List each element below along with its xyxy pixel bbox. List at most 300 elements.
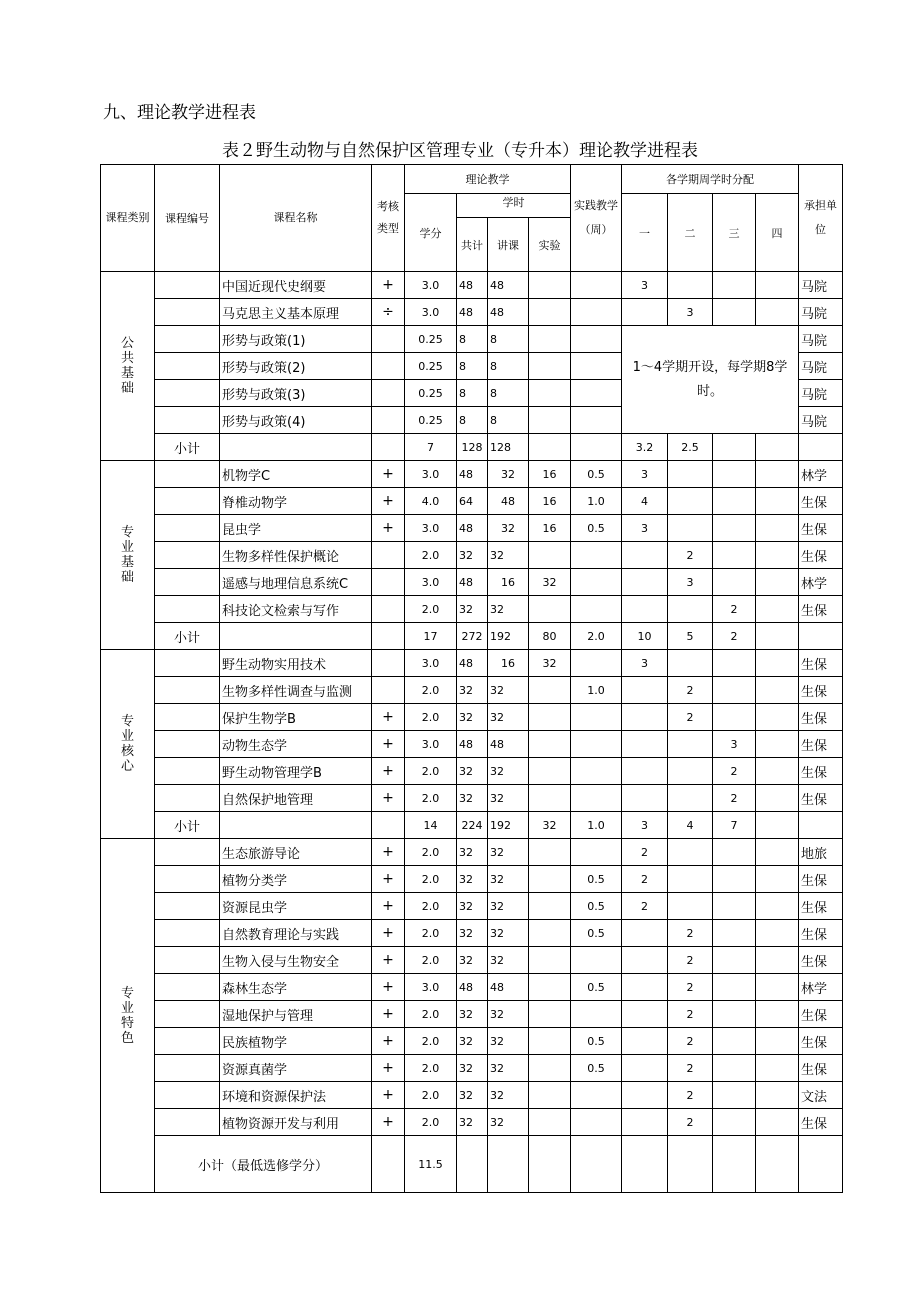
unit: 生保 bbox=[799, 893, 843, 920]
semester-s1 bbox=[622, 1055, 668, 1082]
practice-weeks bbox=[571, 650, 622, 677]
credit: 2.0 bbox=[405, 893, 457, 920]
exam-type bbox=[372, 650, 405, 677]
practice-weeks bbox=[571, 731, 622, 758]
table-row bbox=[101, 866, 843, 893]
category-cell bbox=[101, 650, 155, 839]
header-semester-dist: 各学期周学时分配 bbox=[622, 165, 799, 194]
subtotal-semester-s2 bbox=[668, 1136, 713, 1193]
course-code bbox=[155, 272, 220, 299]
unit: 生保 bbox=[799, 1055, 843, 1082]
subtotal-semester-s2: 5 bbox=[668, 623, 713, 650]
table-row bbox=[101, 569, 843, 596]
subtotal-exam bbox=[372, 812, 405, 839]
subtotal-total bbox=[457, 1136, 488, 1193]
semester-s1 bbox=[622, 542, 668, 569]
subtotal-unit bbox=[799, 1136, 843, 1193]
semester-s4 bbox=[756, 974, 799, 1001]
table-row bbox=[101, 704, 843, 731]
exam-type: ÷ bbox=[372, 299, 405, 326]
credit: 3.0 bbox=[405, 299, 457, 326]
exam-type bbox=[372, 542, 405, 569]
credit: 0.25 bbox=[405, 407, 457, 434]
table-row bbox=[101, 515, 843, 542]
semester-s3 bbox=[713, 515, 756, 542]
practice-weeks bbox=[571, 704, 622, 731]
subtotal-semester-s1: 3.2 bbox=[622, 434, 668, 461]
hours-lecture: 32 bbox=[488, 866, 529, 893]
credit: 0.25 bbox=[405, 380, 457, 407]
subtotal-credit: 7 bbox=[405, 434, 457, 461]
table-row bbox=[101, 596, 843, 623]
unit: 生保 bbox=[799, 947, 843, 974]
semester-note: 1～4学期开设，每学期8学时。 bbox=[622, 326, 799, 434]
semester-s1: 2 bbox=[622, 893, 668, 920]
hours-lab: 16 bbox=[529, 488, 571, 515]
exam-type: + bbox=[372, 272, 405, 299]
hours-lecture: 48 bbox=[488, 488, 529, 515]
unit: 林学 bbox=[799, 461, 843, 488]
semester-s1: 3 bbox=[622, 515, 668, 542]
credit: 3.0 bbox=[405, 461, 457, 488]
course-name: 动物生态学 bbox=[220, 731, 372, 758]
subtotal-name-blank bbox=[220, 434, 372, 461]
semester-s1 bbox=[622, 569, 668, 596]
hours-lecture: 48 bbox=[488, 272, 529, 299]
unit: 生保 bbox=[799, 1001, 843, 1028]
subtotal-row bbox=[101, 1136, 843, 1193]
hours-total: 32 bbox=[457, 1082, 488, 1109]
hours-lab bbox=[529, 1055, 571, 1082]
hours-total: 48 bbox=[457, 299, 488, 326]
practice-weeks bbox=[571, 272, 622, 299]
practice-weeks bbox=[571, 1001, 622, 1028]
subtotal-label: 小计 bbox=[155, 623, 220, 650]
course-name: 保护生物学B bbox=[220, 704, 372, 731]
course-code bbox=[155, 569, 220, 596]
category-label: 公共基础 bbox=[120, 336, 134, 396]
subtotal-name-blank bbox=[220, 623, 372, 650]
section-heading: 九、理论教学进程表 bbox=[103, 103, 256, 123]
hours-lecture: 32 bbox=[488, 785, 529, 812]
semester-s3 bbox=[713, 299, 756, 326]
credit: 2.0 bbox=[405, 1001, 457, 1028]
table-row bbox=[101, 974, 843, 1001]
hours-total: 48 bbox=[457, 650, 488, 677]
header-credit: 学分 bbox=[405, 194, 457, 272]
hours-lecture: 32 bbox=[488, 1028, 529, 1055]
credit: 2.0 bbox=[405, 839, 457, 866]
exam-type: + bbox=[372, 785, 405, 812]
unit: 地旅 bbox=[799, 839, 843, 866]
hours-lecture: 32 bbox=[488, 1055, 529, 1082]
semester-s3 bbox=[713, 866, 756, 893]
unit: 生保 bbox=[799, 758, 843, 785]
subtotal-unit bbox=[799, 812, 843, 839]
practice-weeks: 0.5 bbox=[571, 1055, 622, 1082]
semester-s2: 2 bbox=[668, 1055, 713, 1082]
header-sem-3: 三 bbox=[713, 194, 756, 272]
subtotal-lab bbox=[529, 434, 571, 461]
exam-type bbox=[372, 407, 405, 434]
table-row bbox=[101, 785, 843, 812]
practice-weeks bbox=[571, 326, 622, 353]
course-code bbox=[155, 515, 220, 542]
semester-s2 bbox=[668, 758, 713, 785]
exam-type: + bbox=[372, 1055, 405, 1082]
subtotal-exam bbox=[372, 434, 405, 461]
subtotal-credit: 11.5 bbox=[405, 1136, 457, 1193]
semester-s3 bbox=[713, 704, 756, 731]
hours-lecture: 32 bbox=[488, 893, 529, 920]
semester-s1 bbox=[622, 704, 668, 731]
semester-s3 bbox=[713, 569, 756, 596]
course-name: 形势与政策(3) bbox=[220, 380, 372, 407]
course-code bbox=[155, 326, 220, 353]
credit: 2.0 bbox=[405, 920, 457, 947]
practice-weeks bbox=[571, 299, 622, 326]
hours-lecture: 32 bbox=[488, 839, 529, 866]
table-row bbox=[101, 1001, 843, 1028]
credit: 3.0 bbox=[405, 272, 457, 299]
credit: 0.25 bbox=[405, 326, 457, 353]
unit: 生保 bbox=[799, 488, 843, 515]
category-label: 专业核心 bbox=[120, 714, 134, 774]
hours-lab bbox=[529, 866, 571, 893]
semester-s3: 2 bbox=[713, 785, 756, 812]
exam-type bbox=[372, 569, 405, 596]
course-code bbox=[155, 353, 220, 380]
unit: 马院 bbox=[799, 272, 843, 299]
subtotal-lecture: 192 bbox=[488, 812, 529, 839]
credit: 2.0 bbox=[405, 704, 457, 731]
semester-s1 bbox=[622, 1028, 668, 1055]
semester-s1 bbox=[622, 758, 668, 785]
semester-s2 bbox=[668, 596, 713, 623]
hours-total: 32 bbox=[457, 839, 488, 866]
unit: 生保 bbox=[799, 866, 843, 893]
hours-lecture: 48 bbox=[488, 731, 529, 758]
practice-weeks bbox=[571, 947, 622, 974]
subtotal-semester-s4 bbox=[756, 1136, 799, 1193]
semester-s1: 3 bbox=[622, 272, 668, 299]
semester-s4 bbox=[756, 758, 799, 785]
practice-weeks: 0.5 bbox=[571, 866, 622, 893]
subtotal-total: 128 bbox=[457, 434, 488, 461]
exam-type: + bbox=[372, 488, 405, 515]
course-code bbox=[155, 785, 220, 812]
practice-weeks bbox=[571, 758, 622, 785]
credit: 2.0 bbox=[405, 596, 457, 623]
subtotal-practice bbox=[571, 434, 622, 461]
course-name: 生物入侵与生物安全 bbox=[220, 947, 372, 974]
credit: 2.0 bbox=[405, 947, 457, 974]
course-code bbox=[155, 596, 220, 623]
hours-total: 32 bbox=[457, 542, 488, 569]
header-hours: 学时 bbox=[457, 194, 571, 218]
semester-s4 bbox=[756, 650, 799, 677]
hours-lecture: 16 bbox=[488, 650, 529, 677]
table-row bbox=[101, 758, 843, 785]
subtotal-semester-s1: 10 bbox=[622, 623, 668, 650]
semester-s1 bbox=[622, 677, 668, 704]
hours-total: 48 bbox=[457, 731, 488, 758]
course-code bbox=[155, 866, 220, 893]
course-code bbox=[155, 920, 220, 947]
practice-weeks: 0.5 bbox=[571, 920, 622, 947]
semester-s2: 3 bbox=[668, 569, 713, 596]
subtotal-unit bbox=[799, 434, 843, 461]
hours-lab bbox=[529, 326, 571, 353]
table-row bbox=[101, 839, 843, 866]
course-code bbox=[155, 1109, 220, 1136]
semester-s1 bbox=[622, 785, 668, 812]
exam-type: + bbox=[372, 839, 405, 866]
semester-s4 bbox=[756, 1055, 799, 1082]
semester-s3 bbox=[713, 461, 756, 488]
course-code bbox=[155, 407, 220, 434]
practice-weeks bbox=[571, 569, 622, 596]
hours-total: 8 bbox=[457, 326, 488, 353]
semester-s1: 3 bbox=[622, 461, 668, 488]
hours-total: 32 bbox=[457, 704, 488, 731]
semester-s3 bbox=[713, 488, 756, 515]
exam-type: + bbox=[372, 920, 405, 947]
practice-weeks bbox=[571, 785, 622, 812]
subtotal-credit: 17 bbox=[405, 623, 457, 650]
hours-lecture: 48 bbox=[488, 974, 529, 1001]
hours-lab bbox=[529, 596, 571, 623]
credit: 2.0 bbox=[405, 1055, 457, 1082]
semester-s2 bbox=[668, 893, 713, 920]
subtotal-semester-s2: 4 bbox=[668, 812, 713, 839]
header-practice: 实践教学（周） bbox=[571, 165, 622, 272]
course-name: 野生动物实用技术 bbox=[220, 650, 372, 677]
semester-s3: 3 bbox=[713, 731, 756, 758]
course-name: 植物资源开发与利用 bbox=[220, 1109, 372, 1136]
table-row bbox=[101, 1055, 843, 1082]
table-row bbox=[101, 650, 843, 677]
category-cell bbox=[101, 839, 155, 1193]
exam-type: + bbox=[372, 731, 405, 758]
credit: 2.0 bbox=[405, 866, 457, 893]
subtotal-practice bbox=[571, 1136, 622, 1193]
semester-s3 bbox=[713, 1001, 756, 1028]
table-row bbox=[101, 488, 843, 515]
hours-total: 48 bbox=[457, 515, 488, 542]
course-name: 形势与政策(4) bbox=[220, 407, 372, 434]
header-sem-1: 一 bbox=[622, 194, 668, 272]
hours-lecture: 32 bbox=[488, 596, 529, 623]
course-code bbox=[155, 650, 220, 677]
semester-s4 bbox=[756, 677, 799, 704]
course-name: 科技论文检索与写作 bbox=[220, 596, 372, 623]
semester-s3 bbox=[713, 947, 756, 974]
semester-s3 bbox=[713, 920, 756, 947]
exam-type bbox=[372, 353, 405, 380]
table-row bbox=[101, 326, 843, 353]
unit: 生保 bbox=[799, 920, 843, 947]
hours-lab bbox=[529, 974, 571, 1001]
credit: 4.0 bbox=[405, 488, 457, 515]
hours-total: 32 bbox=[457, 866, 488, 893]
hours-lecture: 32 bbox=[488, 704, 529, 731]
course-code bbox=[155, 380, 220, 407]
hours-lab bbox=[529, 380, 571, 407]
semester-s2: 2 bbox=[668, 542, 713, 569]
practice-weeks bbox=[571, 353, 622, 380]
header-theory: 理论教学 bbox=[405, 165, 571, 194]
hours-lecture: 32 bbox=[488, 1109, 529, 1136]
table-title: 表２野生动物与自然保护区管理专业（专升本）理论教学进程表 bbox=[222, 141, 698, 161]
semester-s3 bbox=[713, 1055, 756, 1082]
unit: 生保 bbox=[799, 704, 843, 731]
semester-s4 bbox=[756, 920, 799, 947]
hours-lab bbox=[529, 1082, 571, 1109]
course-code bbox=[155, 677, 220, 704]
course-name: 生物多样性保护概论 bbox=[220, 542, 372, 569]
semester-s3: 2 bbox=[713, 596, 756, 623]
unit: 马院 bbox=[799, 353, 843, 380]
semester-s4 bbox=[756, 596, 799, 623]
subtotal-row bbox=[101, 812, 843, 839]
unit: 生保 bbox=[799, 650, 843, 677]
semester-s1 bbox=[622, 947, 668, 974]
practice-weeks bbox=[571, 596, 622, 623]
unit: 生保 bbox=[799, 515, 843, 542]
hours-lecture: 8 bbox=[488, 353, 529, 380]
subtotal-semester-s4 bbox=[756, 434, 799, 461]
hours-lab bbox=[529, 1028, 571, 1055]
credit: 0.25 bbox=[405, 353, 457, 380]
hours-lecture: 8 bbox=[488, 380, 529, 407]
semester-s3 bbox=[713, 272, 756, 299]
hours-total: 32 bbox=[457, 920, 488, 947]
table-row bbox=[101, 677, 843, 704]
course-name: 形势与政策(1) bbox=[220, 326, 372, 353]
exam-type: + bbox=[372, 1109, 405, 1136]
course-name: 湿地保护与管理 bbox=[220, 1001, 372, 1028]
exam-type: + bbox=[372, 704, 405, 731]
course-name: 马克思主义基本原理 bbox=[220, 299, 372, 326]
category-label: 专业基础 bbox=[120, 525, 134, 585]
exam-type: + bbox=[372, 947, 405, 974]
practice-weeks: 1.0 bbox=[571, 677, 622, 704]
semester-s1 bbox=[622, 920, 668, 947]
credit: 2.0 bbox=[405, 1082, 457, 1109]
subtotal-semester-s3: 7 bbox=[713, 812, 756, 839]
hours-lecture: 16 bbox=[488, 569, 529, 596]
semester-s4 bbox=[756, 785, 799, 812]
subtotal-row bbox=[101, 623, 843, 650]
hours-total: 32 bbox=[457, 785, 488, 812]
subtotal-lecture: 128 bbox=[488, 434, 529, 461]
subtotal-name-blank bbox=[220, 812, 372, 839]
course-name: 自然保护地管理 bbox=[220, 785, 372, 812]
hours-lecture: 32 bbox=[488, 920, 529, 947]
hours-lab bbox=[529, 542, 571, 569]
exam-type: + bbox=[372, 1028, 405, 1055]
course-name: 中国近现代史纲要 bbox=[220, 272, 372, 299]
credit: 2.0 bbox=[405, 542, 457, 569]
course-code bbox=[155, 704, 220, 731]
credit: 3.0 bbox=[405, 569, 457, 596]
hours-lab bbox=[529, 407, 571, 434]
subtotal-row bbox=[101, 434, 843, 461]
exam-type: + bbox=[372, 866, 405, 893]
hours-lecture: 32 bbox=[488, 515, 529, 542]
semester-s2: 2 bbox=[668, 1109, 713, 1136]
course-code bbox=[155, 1055, 220, 1082]
table-row bbox=[101, 461, 843, 488]
hours-lab bbox=[529, 758, 571, 785]
semester-s2 bbox=[668, 515, 713, 542]
subtotal-practice: 1.0 bbox=[571, 812, 622, 839]
semester-s4 bbox=[756, 947, 799, 974]
semester-s2: 2 bbox=[668, 1028, 713, 1055]
semester-s4 bbox=[756, 1082, 799, 1109]
practice-weeks bbox=[571, 839, 622, 866]
hours-total: 32 bbox=[457, 596, 488, 623]
header-code: 课程编号 bbox=[155, 165, 220, 272]
hours-total: 8 bbox=[457, 407, 488, 434]
subtotal-semester-s4 bbox=[756, 623, 799, 650]
hours-lab bbox=[529, 299, 571, 326]
practice-weeks bbox=[571, 380, 622, 407]
practice-weeks: 0.5 bbox=[571, 893, 622, 920]
table-row bbox=[101, 920, 843, 947]
hours-lab bbox=[529, 1001, 571, 1028]
category-label: 专业特色 bbox=[120, 985, 134, 1046]
hours-total: 32 bbox=[457, 758, 488, 785]
credit: 2.0 bbox=[405, 677, 457, 704]
semester-s2: 2 bbox=[668, 920, 713, 947]
course-code bbox=[155, 839, 220, 866]
hours-total: 32 bbox=[457, 1028, 488, 1055]
subtotal-total: 272 bbox=[457, 623, 488, 650]
hours-total: 48 bbox=[457, 974, 488, 1001]
semester-s1 bbox=[622, 1001, 668, 1028]
hours-lab bbox=[529, 893, 571, 920]
unit: 马院 bbox=[799, 407, 843, 434]
semester-s3 bbox=[713, 974, 756, 1001]
hours-lab bbox=[529, 731, 571, 758]
hours-total: 32 bbox=[457, 1109, 488, 1136]
practice-weeks: 1.0 bbox=[571, 488, 622, 515]
header-sem-2: 二 bbox=[668, 194, 713, 272]
course-code bbox=[155, 1028, 220, 1055]
hours-lecture: 8 bbox=[488, 326, 529, 353]
hours-total: 32 bbox=[457, 677, 488, 704]
header-sem-4: 四 bbox=[756, 194, 799, 272]
course-code bbox=[155, 974, 220, 1001]
semester-s2: 3 bbox=[668, 299, 713, 326]
unit: 林学 bbox=[799, 569, 843, 596]
semester-s2 bbox=[668, 488, 713, 515]
course-name: 生态旅游导论 bbox=[220, 839, 372, 866]
semester-s2: 2 bbox=[668, 1082, 713, 1109]
subtotal-semester-s2: 2.5 bbox=[668, 434, 713, 461]
subtotal-unit bbox=[799, 623, 843, 650]
hours-total: 8 bbox=[457, 353, 488, 380]
credit: 3.0 bbox=[405, 650, 457, 677]
category-cell bbox=[101, 272, 155, 461]
semester-s2 bbox=[668, 272, 713, 299]
table-row bbox=[101, 299, 843, 326]
subtotal-exam bbox=[372, 1136, 405, 1193]
hours-lab bbox=[529, 785, 571, 812]
course-name: 昆虫学 bbox=[220, 515, 372, 542]
